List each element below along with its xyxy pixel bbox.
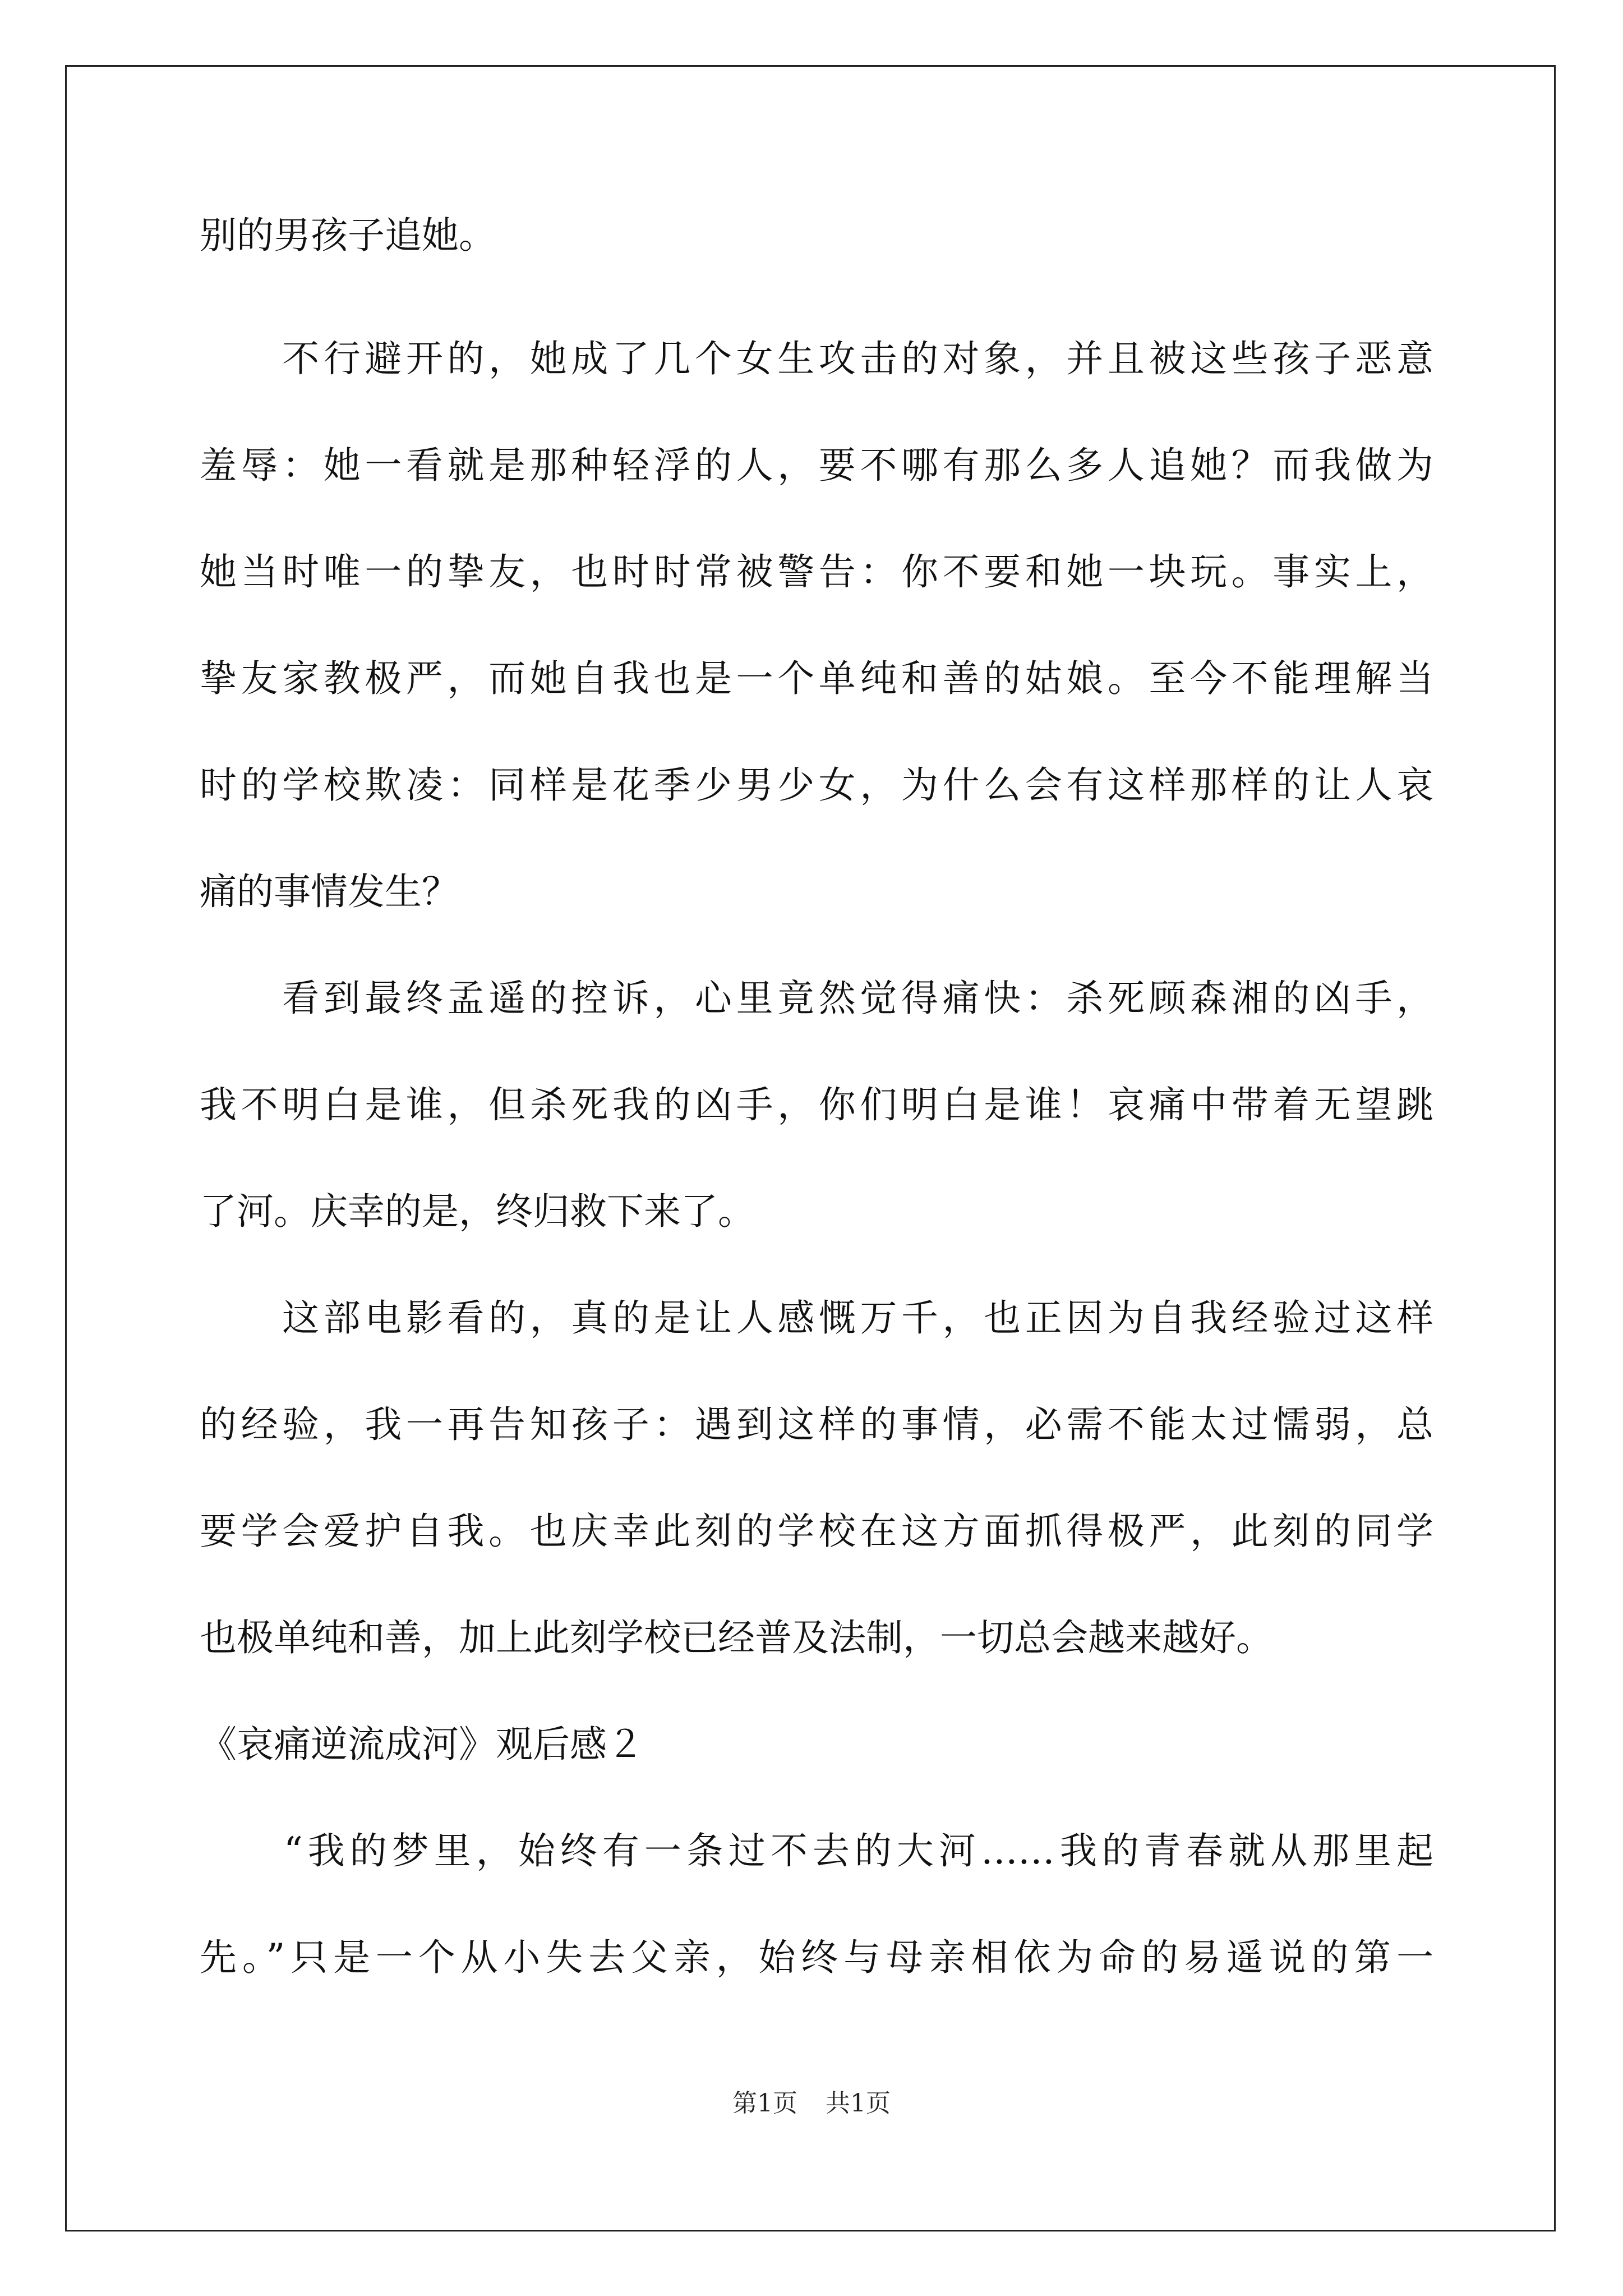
text-line: 了河。庆幸的是，终归救下来了。 — [200, 1190, 755, 1233]
text-line: 看到最终孟遥的控诉，心里竟然觉得痛快：杀死顾森湘的凶手， — [200, 977, 1433, 1020]
text-line: 这部电影看的，真的是让人感慨万千，也正因为自我经验过这样 — [200, 1296, 1433, 1340]
text-line: 我不明白是谁，但杀死我的凶手，你们明白是谁！哀痛中带着无望跳 — [200, 1083, 1433, 1126]
text-line: 时的学校欺凌：同样是花季少男少女，为什么会有这样那样的让人哀 — [200, 763, 1433, 807]
text-line: 要学会爱护自我。也庆幸此刻的学校在这方面抓得极严，此刻的同学 — [200, 1510, 1433, 1553]
text-line: 羞辱：她一看就是那种轻浮的人，要不哪有那么多人追她？而我做为 — [200, 444, 1433, 487]
text-line: “我的梦里，始终有一条过不去的大河……我的青春就从那里起 — [200, 1829, 1433, 1872]
text-line: 挚友家教极严，而她自我也是一个单纯和善的姑娘。至今不能理解当 — [200, 657, 1433, 700]
page-number: 第1页 — [732, 2089, 797, 2118]
text-line: 别的男孩子追她。 — [200, 214, 496, 257]
text-line: 她当时唯一的挚友，也时时常被警告：你不要和她一块玩。事实上， — [200, 550, 1433, 593]
page-footer — [0, 2087, 1623, 2120]
section-heading: 《哀痛逆流成河》观后感２ — [200, 1723, 644, 1766]
text-line: 痛的事情发生？ — [200, 870, 459, 913]
text-line: 先。”只是一个从小失去父亲，始终与母亲相依为命的易遥说的第一 — [200, 1936, 1433, 1979]
text-line: 不行避开的，她成了几个女生攻击的对象，并且被这些孩子恶意 — [200, 337, 1433, 380]
page-count: 共1页 — [826, 2089, 891, 2118]
text-line: 也极单纯和善，加上此刻学校已经普及法制，一切总会越来越好。 — [200, 1616, 1273, 1659]
text-line: 的经验，我一再告知孩子：遇到这样的事情，必需不能太过懦弱，总 — [200, 1403, 1433, 1446]
